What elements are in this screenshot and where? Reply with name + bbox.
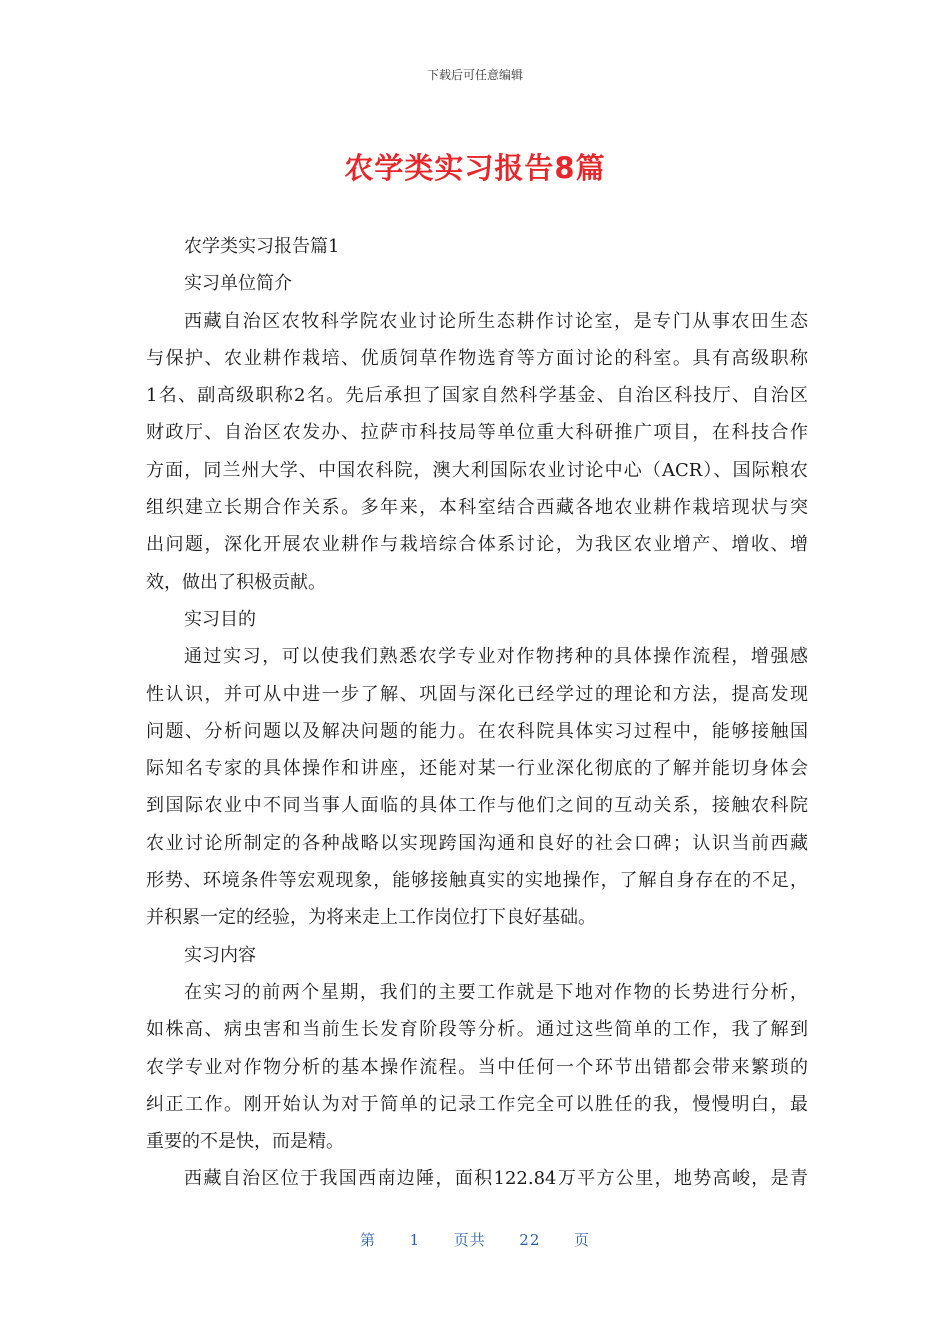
text-line: 际知名专家的具体操作和讲座，还能对某一行业深化彻底的了解并能切身体会 (146, 758, 808, 780)
text-line: 出问题，深化开展农业耕作与栽培综合体系讨论，为我区农业增产、增收、增 (146, 534, 808, 556)
text-line: 方面，同兰州大学、中国农科院，澳大利国际农业讨论中心（ACR）、国际粮农 (146, 459, 808, 481)
text-line: 在实习的前两个星期，我们的主要工作就是下地对作物的长势进行分析， (184, 981, 808, 1003)
document-body (146, 228, 808, 1198)
heading-content: 实习内容 (184, 944, 256, 966)
text-line: 如株高、病虫害和当前生长发育阶段等分析。通过这些简单的工作，我了解到 (146, 1019, 808, 1041)
page-footer (0, 1229, 950, 1250)
footer-suffix: 页 (573, 1231, 590, 1249)
text-line: 到国际农业中不同当事人面临的具体工作与他们之间的互动关系，接触农科院 (146, 795, 808, 817)
heading-purpose: 实习目的 (184, 608, 256, 630)
footer-current-page: 1 (409, 1231, 421, 1249)
text-line: 1名、副高级职称2名。先后承担了国家自然科学基金、自治区科技厅、自治区 (146, 385, 808, 407)
text-line: 纠正工作。刚开始认为对于简单的记录工作完全可以胜任的我，慢慢明白，最 (146, 1093, 808, 1115)
document-title: 农学类实习报告8篇 (344, 151, 606, 185)
heading-unit-intro: 实习单位简介 (184, 273, 292, 295)
text-line: 通过实习，可以使我们熟悉农学专业对作物拷种的具体操作流程，增强感 (184, 646, 808, 668)
footer-prefix: 第 (360, 1231, 377, 1249)
text-line: 财政厅、自治区农发办、拉萨市科技局等单位重大科研推广项目，在科技合作 (146, 422, 808, 444)
text-line: 农学专业对作物分析的基本操作流程。当中任何一个环节出错都会带来繁琐的 (146, 1056, 808, 1078)
text-line: 性认识，并可从中进一步了解、巩固与深化已经学过的理论和方法，提高发现 (146, 683, 808, 705)
paragraph-unit-intro (146, 303, 808, 601)
footer-total-pages: 22 (519, 1231, 541, 1249)
text-line: 问题、分析问题以及解决问题的能力。在农科院具体实习过程中，能够接触国 (146, 720, 808, 742)
footer-middle: 页共 (453, 1231, 486, 1249)
paragraph-purpose (146, 638, 808, 936)
text-line: 重要的不是快，而是精。 (146, 1131, 344, 1153)
text-line: 形势、环境条件等宏观现象，能够接触真实的实地操作，了解自身存在的不足， (146, 870, 808, 892)
text-line: 农业讨论所制定的各种战略以实现跨国沟通和良好的社会口碑；认识当前西藏 (146, 832, 808, 854)
text-line: 与保护、农业耕作栽培、优质饲草作物选育等方面讨论的科室。具有高级职称 (146, 347, 808, 369)
text-line: 西藏自治区位于我国西南边陲，面积122.84万平方公里，地势高峻，是青 (184, 1168, 808, 1190)
text-line: 效，做出了积极贡献。 (146, 571, 326, 593)
header-note: 下载后可任意编辑 (426, 68, 523, 82)
section-title: 农学类实习报告篇1 (184, 236, 340, 257)
text-line: 并积累一定的经验，为将来走上工作岗位打下良好基础。 (146, 907, 596, 929)
paragraph-content (146, 974, 808, 1160)
text-line: 组织建立长期合作关系。多年来，本科室结合西藏各地农业耕作栽培现状与突 (146, 497, 808, 519)
text-line: 西藏自治区农牧科学院农业讨论所生态耕作讨论室，是专门从事农田生态 (184, 310, 808, 332)
paragraph-tibet (146, 1160, 808, 1197)
